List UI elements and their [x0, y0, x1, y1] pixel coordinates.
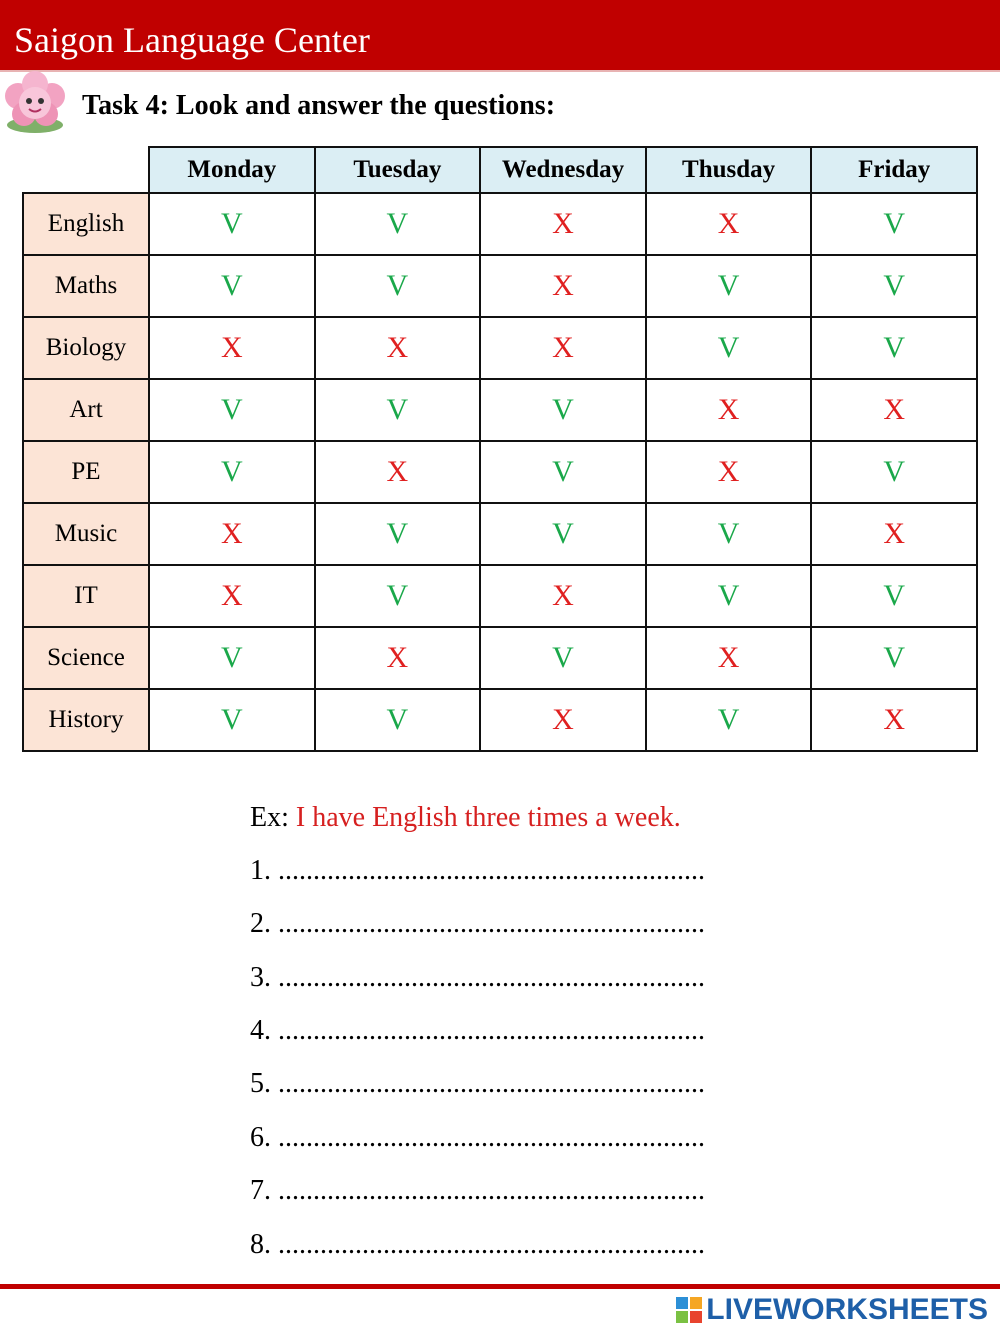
cross-mark-cell: X	[480, 317, 646, 379]
day-header: Tuesday	[315, 147, 481, 193]
timetable	[22, 146, 978, 752]
cross-mark-cell: X	[149, 503, 315, 565]
day-header: Monday	[149, 147, 315, 193]
example-sentence	[250, 800, 681, 836]
check-mark-cell: V	[646, 255, 812, 317]
cross-mark-cell: X	[480, 689, 646, 751]
cross-mark-cell: X	[811, 503, 977, 565]
liveworksheets-logo[interactable]	[676, 1293, 988, 1327]
check-mark-cell: V	[315, 565, 481, 627]
check-mark-cell: V	[646, 689, 812, 751]
answer-line-3[interactable]: 3. .............................................................	[250, 962, 705, 993]
cross-mark-cell: X	[149, 565, 315, 627]
check-mark-cell: V	[149, 255, 315, 317]
subject-cell: PE	[23, 441, 149, 503]
table-row	[23, 627, 977, 689]
subject-cell: Science	[23, 627, 149, 689]
check-mark-cell: V	[811, 255, 977, 317]
table-row	[23, 379, 977, 441]
task-title: Task 4: Look and answer the questions:	[82, 90, 556, 121]
liveworksheets-logo-icon	[676, 1297, 702, 1323]
example-prefix: Ex:	[250, 802, 296, 833]
check-mark-cell: V	[315, 255, 481, 317]
check-mark-cell: V	[811, 441, 977, 503]
cross-mark-cell: X	[646, 627, 812, 689]
answer-line-2[interactable]: 2. .............................................................	[250, 908, 705, 939]
logo-text: LIVEWORKSHEETS	[706, 1293, 988, 1326]
check-mark-cell: V	[646, 317, 812, 379]
subject-cell: Music	[23, 503, 149, 565]
cross-mark-cell: X	[315, 627, 481, 689]
cross-mark-cell: X	[811, 689, 977, 751]
table-row	[23, 193, 977, 255]
cross-mark-cell: X	[315, 317, 481, 379]
check-mark-cell: V	[480, 379, 646, 441]
cross-mark-cell: X	[480, 255, 646, 317]
cross-mark-cell: X	[480, 193, 646, 255]
check-mark-cell: V	[646, 503, 812, 565]
day-header: Friday	[811, 147, 977, 193]
subject-cell: Biology	[23, 317, 149, 379]
flower-character-icon	[0, 70, 70, 136]
check-mark-cell: V	[149, 441, 315, 503]
day-header: Wednesday	[480, 147, 646, 193]
brand-title: Saigon Language Center	[14, 20, 370, 60]
day-header: Thusday	[646, 147, 812, 193]
check-mark-cell: V	[149, 689, 315, 751]
check-mark-cell: V	[480, 627, 646, 689]
check-mark-cell: V	[811, 317, 977, 379]
table-row	[23, 689, 977, 751]
table-row	[23, 317, 977, 379]
answer-line-5[interactable]: 5. .............................................................	[250, 1068, 705, 1099]
check-mark-cell: V	[811, 565, 977, 627]
answer-line-1[interactable]: 1. .............................................................	[250, 855, 705, 886]
answer-line-8[interactable]: 8. .............................................................	[250, 1229, 705, 1260]
check-mark-cell: V	[315, 379, 481, 441]
subject-cell: Maths	[23, 255, 149, 317]
check-mark-cell: V	[149, 379, 315, 441]
cross-mark-cell: X	[646, 441, 812, 503]
check-mark-cell: V	[149, 193, 315, 255]
check-mark-cell: V	[149, 627, 315, 689]
cross-mark-cell: X	[480, 565, 646, 627]
example-answer: I have English three times a week.	[295, 802, 681, 833]
table-row	[23, 441, 977, 503]
subject-cell: Art	[23, 379, 149, 441]
answer-line-4[interactable]: 4. .............................................................	[250, 1015, 705, 1046]
cross-mark-cell: X	[646, 379, 812, 441]
check-mark-cell: V	[811, 627, 977, 689]
check-mark-cell: V	[315, 193, 481, 255]
cross-mark-cell: X	[315, 441, 481, 503]
banner-shadow	[0, 70, 1000, 72]
check-mark-cell: V	[315, 503, 481, 565]
answer-line-7[interactable]: 7. .............................................................	[250, 1175, 705, 1206]
check-mark-cell: V	[480, 503, 646, 565]
check-mark-cell: V	[646, 565, 812, 627]
cross-mark-cell: X	[646, 193, 812, 255]
subject-cell: English	[23, 193, 149, 255]
footer-divider	[0, 1284, 1000, 1289]
subject-cell: History	[23, 689, 149, 751]
cross-mark-cell: X	[811, 379, 977, 441]
check-mark-cell: V	[480, 441, 646, 503]
check-mark-cell: V	[811, 193, 977, 255]
timetable-corner	[23, 147, 149, 193]
timetable-body	[23, 193, 977, 751]
subject-cell: IT	[23, 565, 149, 627]
cross-mark-cell: X	[149, 317, 315, 379]
table-row	[23, 255, 977, 317]
timetable-header-row	[23, 147, 977, 193]
table-row	[23, 503, 977, 565]
header-banner	[0, 0, 1000, 70]
table-row	[23, 565, 977, 627]
check-mark-cell: V	[315, 689, 481, 751]
answer-line-6[interactable]: 6. .............................................................	[250, 1122, 705, 1153]
